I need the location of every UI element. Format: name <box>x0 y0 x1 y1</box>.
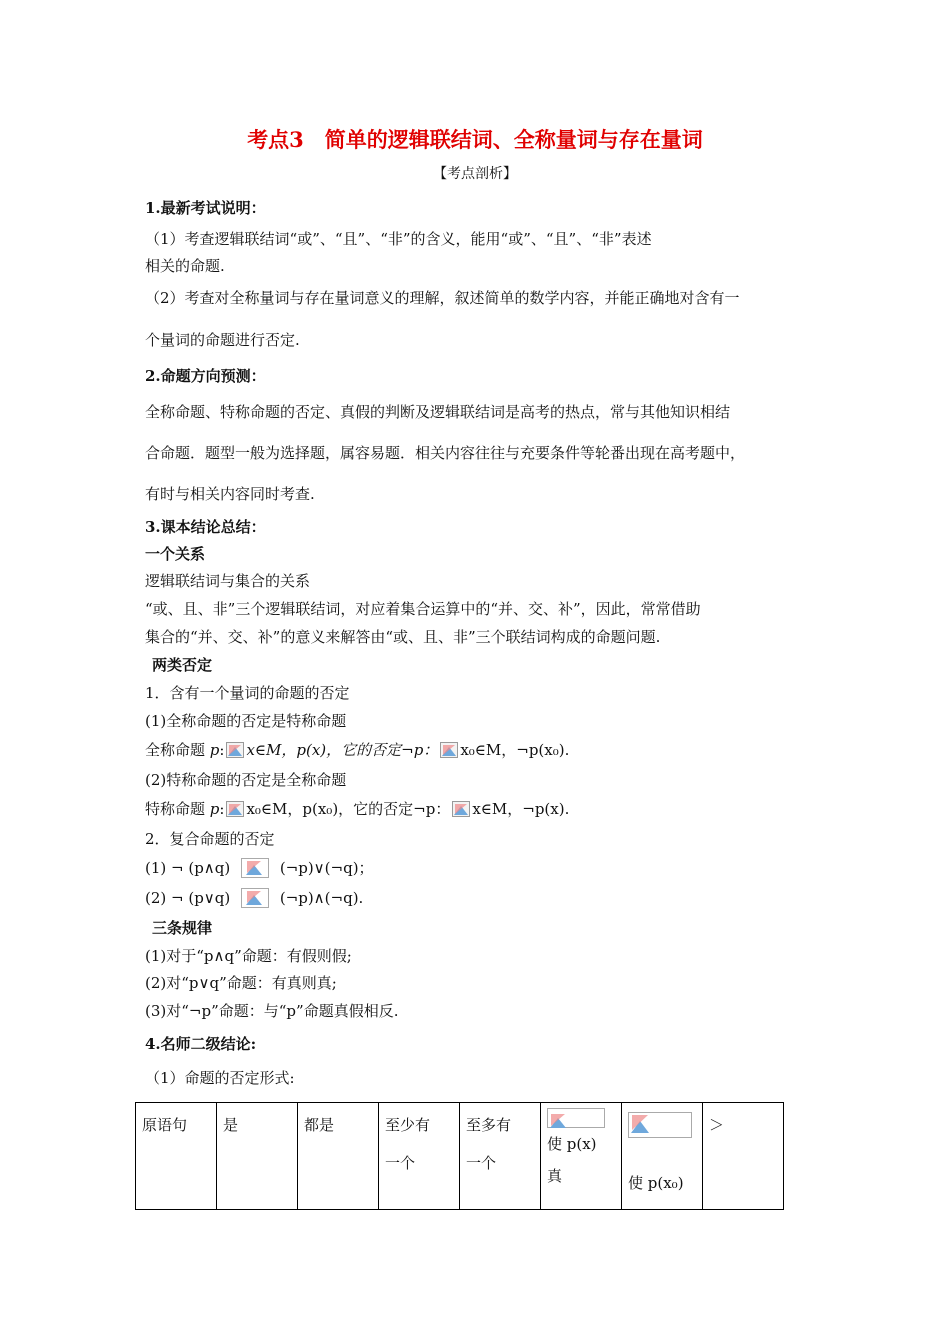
broken-image-icon <box>226 742 244 758</box>
s2-l1: 全称命题、特称命题的否定、真假的判断及逻辑联结词是高考的热点，常与其他知识相结 <box>145 403 731 421</box>
neg-item-1b: (2)特称命题的否定是全称命题 <box>145 771 347 789</box>
broken-image-icon <box>440 742 458 758</box>
heading-2: 2.命题方向预测： <box>145 367 266 385</box>
heading-one-relation: 一个关系 <box>145 545 206 563</box>
broken-image-icon <box>628 1112 692 1138</box>
negation-form-table <box>135 1102 784 1210</box>
rule-1: (1)对于“p∧q”命题：有假则假; <box>145 947 352 965</box>
table-cell: 至少有 一个 <box>379 1103 460 1210</box>
rel-line-2: “或、且、非”三个逻辑联结词，对应着集合运算中的“并、交、补”，因此，常常借助 <box>145 600 701 618</box>
s1-p2b: 个量词的命题进行否定. <box>145 331 300 349</box>
table-cell: 使 p(x) 真 <box>541 1103 622 1210</box>
broken-image-icon <box>241 888 269 908</box>
page-title: 考点3 简单的逻辑联结词、全称量词与存在量词 <box>247 127 703 152</box>
heading-4: 4.名师二级结论: <box>145 1035 257 1053</box>
broken-image-icon <box>241 858 269 878</box>
table-cell: 至多有 一个 <box>460 1103 541 1210</box>
heading-3: 3.课本结论总结： <box>145 518 266 536</box>
compound-negation-1: (1) ¬ (p∧q) (¬p)∨(¬q)； <box>145 859 374 877</box>
broken-image-icon <box>452 801 470 817</box>
table-cell: 都是 <box>298 1103 379 1210</box>
table-cell: 是 <box>217 1103 298 1210</box>
s2-l3: 有时与相关内容同时考查. <box>145 485 315 503</box>
s1-p1a: （1）考查逻辑联结词“或”、“且”、“非”的含义，能用“或”、“且”、“非”表述 <box>145 230 652 248</box>
neg-item-2: 2．复合命题的否定 <box>145 830 275 848</box>
heading-1: 1.最新考试说明： <box>145 199 266 217</box>
rule-2: (2)对“p∨q”命题：有真则真; <box>145 974 337 992</box>
table-row <box>136 1103 784 1210</box>
compound-negation-2: (2) ¬ (p∨q) (¬p)∧(¬q). <box>145 889 364 907</box>
s1-p2a: （2）考查对全称量词与存在量词意义的理解，叙述简单的数学内容，并能正确地对含有一 <box>145 289 740 307</box>
table-cell: 原语句 <box>136 1103 217 1210</box>
rel-line-3: 集合的“并、交、补”的意义来解答由“或、且、非”三个联结词构成的命题问题. <box>145 628 661 646</box>
section-subtitle: 【考点剖析】 <box>433 166 517 182</box>
heading-two-negations: 两类否定 <box>152 656 213 674</box>
s4-sub: （1）命题的否定形式: <box>145 1069 295 1087</box>
broken-image-icon <box>226 801 244 817</box>
table-cell: 使 p(x₀) <box>622 1103 703 1210</box>
universal-negation-line: 全称命题 p: x∈M，p(x)，它的否定¬p： x₀∈M，¬p(x₀). <box>145 741 570 759</box>
neg-item-1: 1．含有一个量词的命题的否定 <box>145 684 350 702</box>
rel-line-1: 逻辑联结词与集合的关系 <box>145 572 311 590</box>
heading-three-rules: 三条规律 <box>152 919 213 937</box>
broken-image-icon <box>547 1108 605 1128</box>
rule-3: (3)对“¬p”命题：与“p”命题真假相反. <box>145 1002 399 1020</box>
table-cell: ＞ <box>703 1103 784 1210</box>
s1-p1b: 相关的命题. <box>145 257 225 275</box>
neg-item-1a: (1)全称命题的否定是特称命题 <box>145 712 347 730</box>
existential-negation-line: 特称命题 p: x₀∈M，p(x₀)，它的否定¬p： x∈M，¬p(x). <box>145 800 570 818</box>
s2-l2: 合命题．题型一般为选择题，属容易题．相关内容往往与充要条件等轮番出现在高考题中， <box>145 444 746 462</box>
